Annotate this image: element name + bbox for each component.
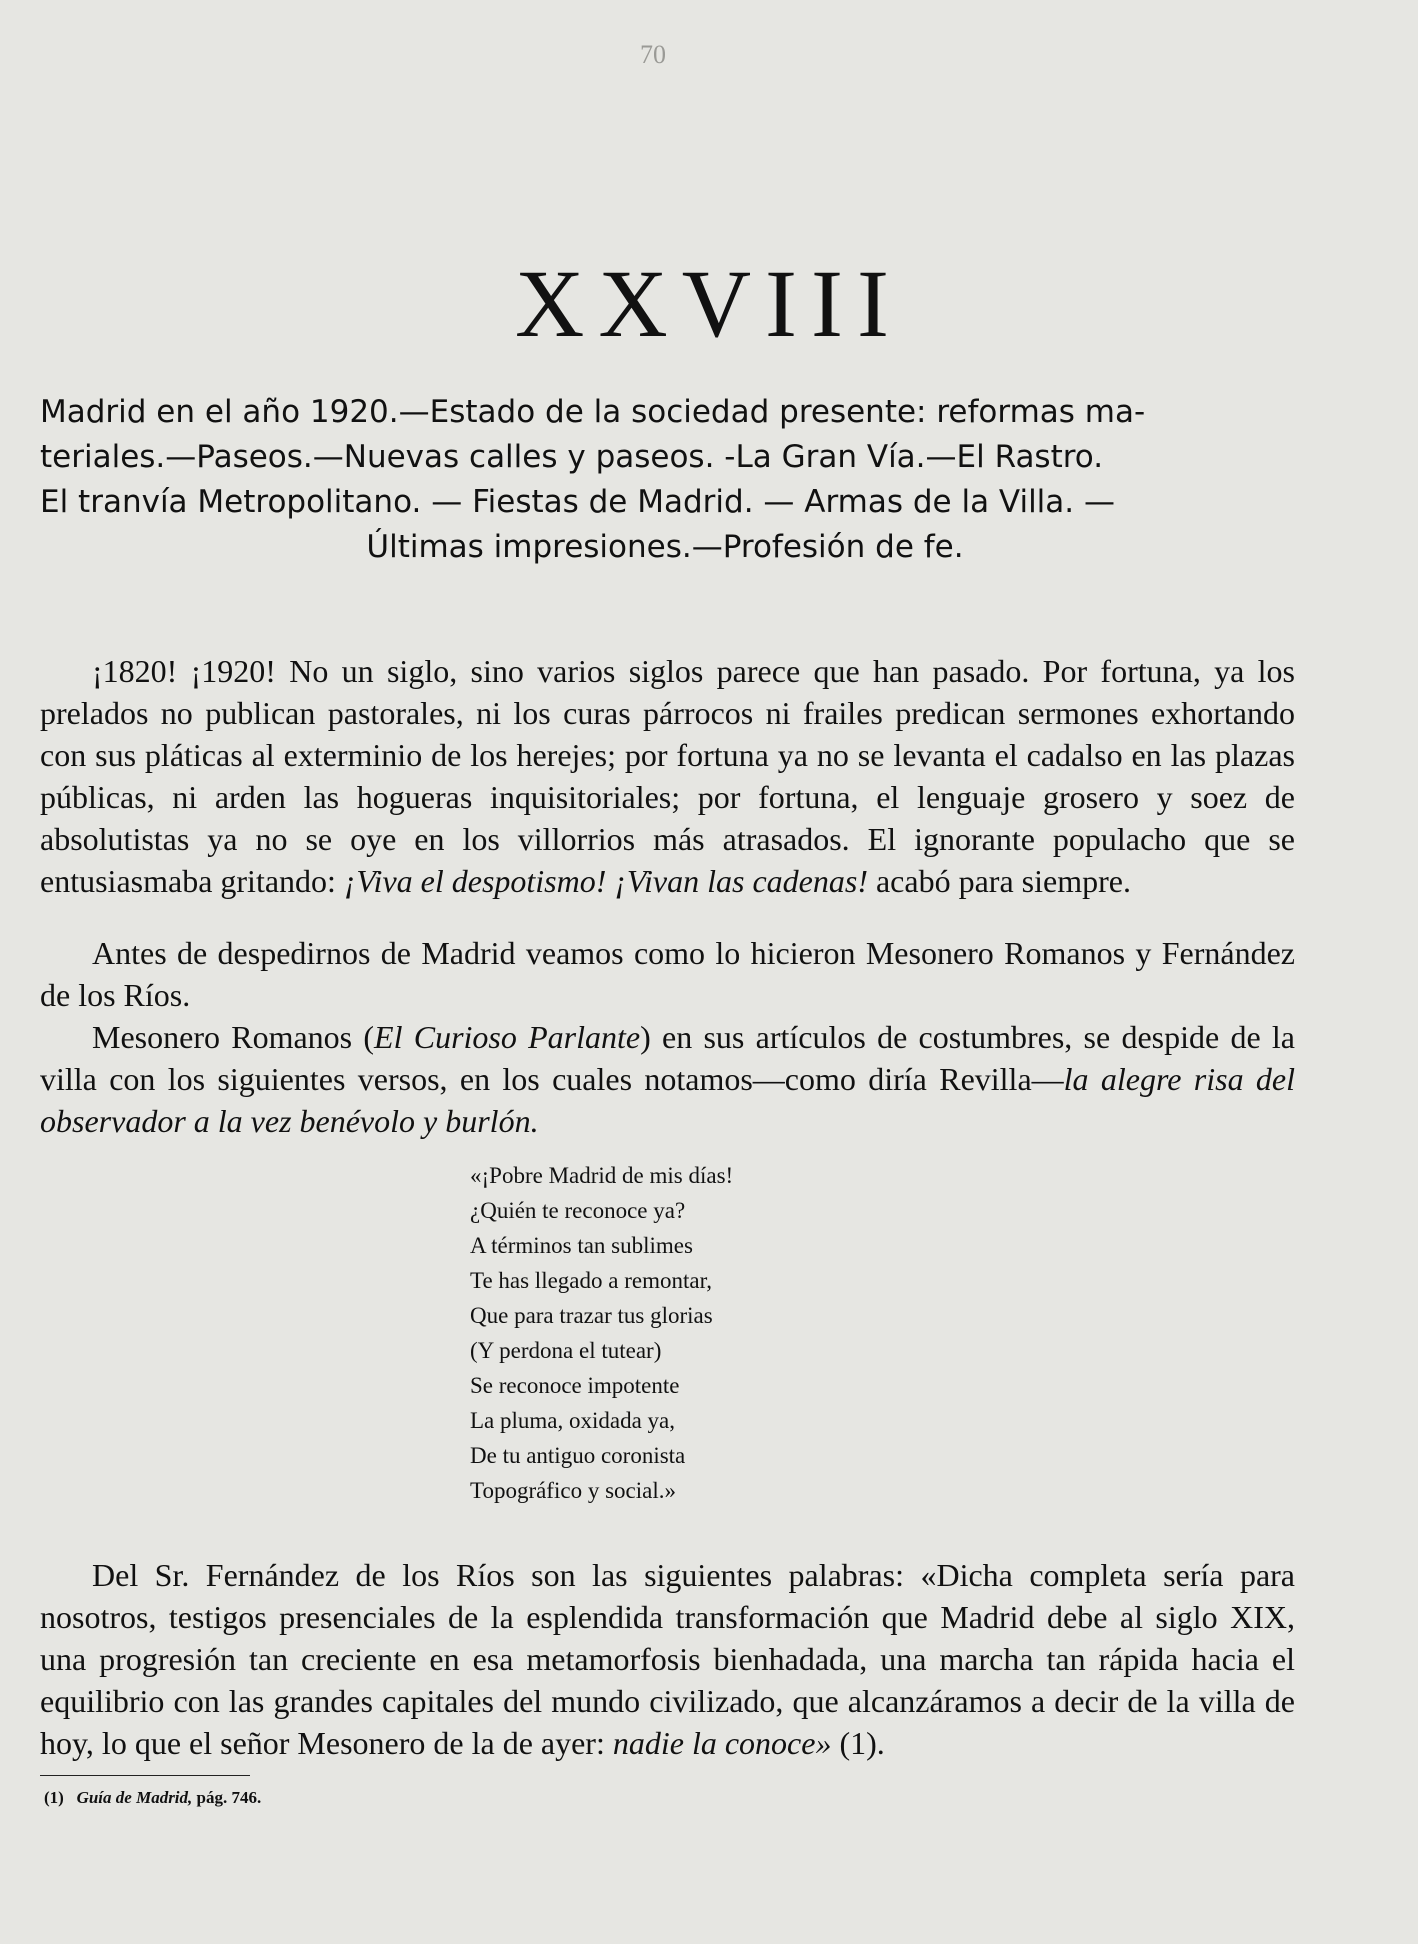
paragraph-text: Antes de despedirnos de Madrid veamos como lo hicieron Mesonero Romanos y Fernández de los Ríos. (40, 935, 1295, 1013)
summary-line: teriales.—Paseos.—Nuevas calles y paseos. -La Gran Vía.—El Rastro. (40, 439, 1104, 475)
summary-line: El tranvía Metropolitano. — Fiestas de Madrid. — Armas de la Villa. — (40, 484, 1115, 520)
verse-line: Se reconoce impotente (470, 1373, 680, 1398)
work-title-italic: El Curioso Parlante (374, 1019, 641, 1055)
verse-block (470, 1158, 733, 1508)
footnote-marker: (1) (44, 1788, 64, 1807)
verse-line: «¡Pobre Madrid de mis días! (470, 1163, 734, 1188)
paragraph-text: Del Sr. Fernández de los Ríos son las siguientes palabras: «Dicha completa sería para nosotros, testigos presenciales de la esplendida transformación que Madrid debe al siglo XIX, una progresión tan creciente en esa metamorfosis bienhadada, una marcha tan rápida hacia el equilibrio con las grandes capitales del mundo civilizado, que alcanzáramos a decir de la villa de hoy, lo que el señor Mesonero de la de ayer: (40, 1557, 1295, 1761)
summary-line: Madrid en el año 1920.—Estado de la sociedad presente: reformas ma- (40, 394, 1146, 430)
summary-line: Últimas impresiones.—Profesión de fe. (366, 529, 964, 565)
footnote (44, 1788, 261, 1808)
paragraph (40, 932, 1295, 1016)
paragraph-text: ) en sus artículos de costumbres, se despide de la villa con los siguientes versos, en los cuales notamos—como diría Revilla— (40, 1019, 1296, 1097)
verse-line: (Y perdona el tutear) (470, 1338, 662, 1363)
chapter-number: XXVIII (515, 250, 903, 357)
paragraph (40, 650, 1295, 902)
paragraph-text: acabó para siempre. (867, 863, 1131, 899)
page-number: 70 (640, 40, 666, 69)
verse-line: Que para trazar tus glorias (470, 1303, 713, 1328)
footnote-title: Guía de Madrid, (76, 1788, 193, 1807)
verse-line: Topográfico y social.» (470, 1478, 676, 1503)
footnote-page: pág. 746. (196, 1788, 262, 1807)
verse-line: ¿Quién te reconoce ya? (470, 1198, 686, 1223)
verse-line: Te has llegado a remontar, (470, 1268, 713, 1293)
quote-italic: nadie la conoce» (612, 1725, 832, 1761)
paragraph-text: ¡1820! ¡1920! No un siglo, sino varios siglos parece que han pasado. Por fortuna, ya los prelados no publican pastorales, ni los curas párrocos ni frailes predican sermones exhortando con sus pláticas al exterminio de los herejes; por fortuna ya no se levanta el cadalso en las plazas públicas, ni arden las hogueras inquisitoriales; por fortuna, el lenguaje grosero y soez de absolutistas ya no se oye en los villorrios más atrasados. El ignorante populacho que se entusiasmaba gritando: (40, 653, 1295, 899)
paragraph (40, 1554, 1295, 1764)
quote-italic: la alegre risa del observador a la vez benévolo y burlón. (40, 1061, 1296, 1139)
paragraph (40, 1016, 1295, 1142)
paragraph-text: (1). (831, 1725, 885, 1761)
footnote-divider (40, 1775, 250, 1776)
verse-line: De tu antiguo coronista (470, 1443, 686, 1468)
quote-italic: ¡Viva el despotismo! ¡Vivan las cadenas! (343, 863, 868, 899)
verse-line: A términos tan sublimes (470, 1233, 693, 1258)
chapter-summary (40, 390, 1290, 570)
verse-line: La pluma, oxidada ya, (470, 1408, 676, 1433)
paragraph-text: Mesonero Romanos ( (92, 1019, 375, 1055)
